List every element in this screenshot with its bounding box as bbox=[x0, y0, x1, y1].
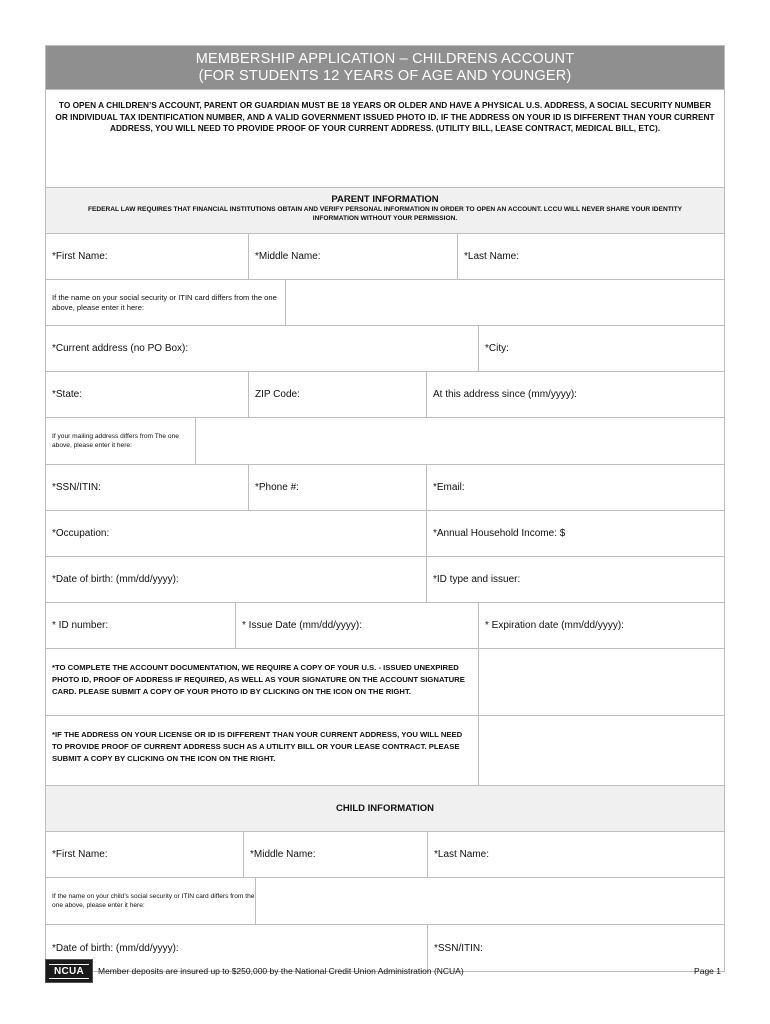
child-section-header bbox=[46, 786, 724, 832]
parent-first-name-field[interactable]: *First Name: bbox=[46, 234, 249, 279]
insurance-disclaimer: Member deposits are insured up to $250,000 by the National Credit Union Administration (NCUA) bbox=[98, 966, 464, 976]
child-section-title: CHILD INFORMATION bbox=[336, 803, 434, 814]
ncua-logo-text: NCUA bbox=[53, 965, 85, 977]
parent-mailing-address-entry[interactable] bbox=[196, 418, 724, 464]
membership-application-form bbox=[45, 45, 725, 972]
parent-section-header bbox=[46, 188, 724, 234]
parent-dob-row bbox=[46, 557, 724, 603]
parent-contact-row bbox=[46, 465, 724, 511]
parent-name-row bbox=[46, 234, 724, 280]
parent-occupation-field[interactable]: *Occupation: bbox=[46, 511, 427, 556]
eligibility-instructions: TO OPEN A CHILDREN’S ACCOUNT, PARENT OR GUARDIAN MUST BE 18 YEARS OR OLDER AND HAVE A PHYSICAL U.S. ADDRESS, A SOCIAL SECURITY NUMBER OR INDIVIDUAL TAX IDENTIFICATION NUMBER, AND A VALID GOVERNMENT ISSUED PHOTO ID. IF THE ADDRESS ON YOUR ID IS DIFFERENT THAN YOUR CURRENT ADDRESS, YOU WILL NEED TO PROVIDE PROOF OF YOUR CURRENT ADDRESS. (UTILITY BILL, LEASE CONTRACT, MEDICAL BILL, ETC). bbox=[46, 90, 724, 188]
child-name-row bbox=[46, 832, 724, 878]
proof-of-address-upload-area[interactable] bbox=[479, 716, 724, 785]
parent-id-row bbox=[46, 603, 724, 649]
child-dob-field[interactable]: *Date of birth: (mm/dd/yyyy): bbox=[46, 925, 428, 971]
form-title-bar bbox=[46, 46, 724, 90]
parent-current-address-field[interactable]: *Current address (no PO Box): bbox=[46, 326, 479, 371]
child-middle-name-field[interactable]: *Middle Name: bbox=[244, 832, 428, 877]
parent-ssn-field[interactable]: *SSN/ITIN: bbox=[46, 465, 249, 510]
privacy-notice: FEDERAL LAW REQUIRES THAT FINANCIAL INSTITUTIONS OBTAIN AND VERIFY PERSONAL INFORMATION IN ORDER TO OPEN AN ACCOUNT. LCCU WILL NEVER SHARE YOUR IDENTITY INFORMATION WITHOUT YOUR PERMISSION. bbox=[87, 206, 683, 222]
document-upload-section bbox=[46, 649, 724, 786]
child-alt-name-entry[interactable] bbox=[256, 878, 724, 924]
upload-areas bbox=[479, 649, 724, 785]
parent-last-name-field[interactable]: *Last Name: bbox=[464, 251, 520, 262]
parent-state-field[interactable]: *State: bbox=[46, 372, 249, 417]
parent-address-row bbox=[46, 326, 724, 372]
parent-email-field[interactable]: *Email: bbox=[433, 482, 465, 493]
parent-phone-field[interactable]: *Phone #: bbox=[249, 465, 427, 510]
parent-income-field[interactable]: *Annual Household Income: $ bbox=[433, 528, 566, 539]
parent-middle-name-field[interactable]: *Middle Name: bbox=[249, 234, 458, 279]
page-footer bbox=[45, 958, 725, 984]
parent-alt-name-row bbox=[46, 280, 724, 326]
child-ssn-field[interactable]: *SSN/ITIN: bbox=[434, 942, 483, 954]
parent-dob-field[interactable]: *Date of birth: (mm/dd/yyyy): bbox=[46, 557, 427, 602]
child-last-name-field[interactable]: *Last Name: bbox=[434, 849, 490, 860]
parent-address-since-field[interactable]: At this address since (mm/yyyy): bbox=[433, 389, 577, 400]
parent-zip-field[interactable]: ZIP Code: bbox=[249, 372, 427, 417]
form-title: MEMBERSHIP APPLICATION – CHILDRENS ACCOUNT bbox=[195, 51, 575, 67]
page-number: Page 1 bbox=[694, 966, 721, 976]
child-first-name-field[interactable]: *First Name: bbox=[46, 832, 244, 877]
parent-section-title: PARENT INFORMATION bbox=[331, 194, 439, 205]
parent-state-row bbox=[46, 372, 724, 418]
parent-issue-date-field[interactable]: * Issue Date (mm/dd/yyyy): bbox=[236, 603, 479, 648]
parent-mailing-address-field[interactable]: If your mailing address differs from The one above, please enter it here: bbox=[46, 418, 196, 464]
parent-occupation-row bbox=[46, 511, 724, 557]
ncua-logo bbox=[45, 959, 93, 983]
parent-alt-name-entry[interactable] bbox=[286, 280, 724, 325]
parent-id-number-field[interactable]: * ID number: bbox=[46, 603, 236, 648]
parent-alt-name-field[interactable]: If the name on your social security or ITIN card differs from the one above, please enter it here: bbox=[46, 280, 286, 325]
parent-city-field[interactable]: *City: bbox=[485, 343, 509, 354]
document-requirements bbox=[46, 649, 479, 785]
child-alt-name-row bbox=[46, 878, 724, 925]
parent-id-type-field[interactable]: *ID type and issuer: bbox=[433, 574, 521, 585]
photo-id-upload-area[interactable] bbox=[479, 649, 724, 716]
parent-mailing-row bbox=[46, 418, 724, 465]
ncua-logo-rule-top bbox=[49, 964, 89, 965]
photo-id-notice: *TO COMPLETE THE ACCOUNT DOCUMENTATION, WE REQUIRE A COPY OF YOUR U.S. - ISSUED UNEXPIRED PHOTO ID, PROOF OF ADDRESS IF REQUIRED, AS WELL AS YOUR SIGNATURE ON THE ACCOUNT SIGNATURE CARD. PLEASE SUBMIT A COPY OF YOUR PHOTO ID BY CLICKING ON THE ICON ON THE RIGHT. bbox=[46, 649, 478, 716]
proof-of-address-notice: *IF THE ADDRESS ON YOUR LICENSE OR ID IS DIFFERENT THAN YOUR CURRENT ADDRESS, YOU WILL NEED TO PROVIDE PROOF OF CURRENT ADDRESS SUCH AS A UTILITY BILL OR YOUR LEASE CONTRACT. PLEASE SUBMIT A COPY BY CLICKING ON THE ICON ON THE RIGHT. bbox=[52, 730, 463, 763]
ncua-logo-rule-bottom bbox=[49, 978, 89, 979]
parent-expiration-date-field[interactable]: * Expiration date (mm/dd/yyyy): bbox=[485, 620, 624, 631]
child-alt-name-field[interactable]: If the name on your child’s social security or ITIN card differs from the one above, please enter it here: bbox=[46, 878, 256, 924]
form-subtitle: (FOR STUDENTS 12 YEARS OF AGE AND YOUNGER) bbox=[198, 68, 572, 84]
